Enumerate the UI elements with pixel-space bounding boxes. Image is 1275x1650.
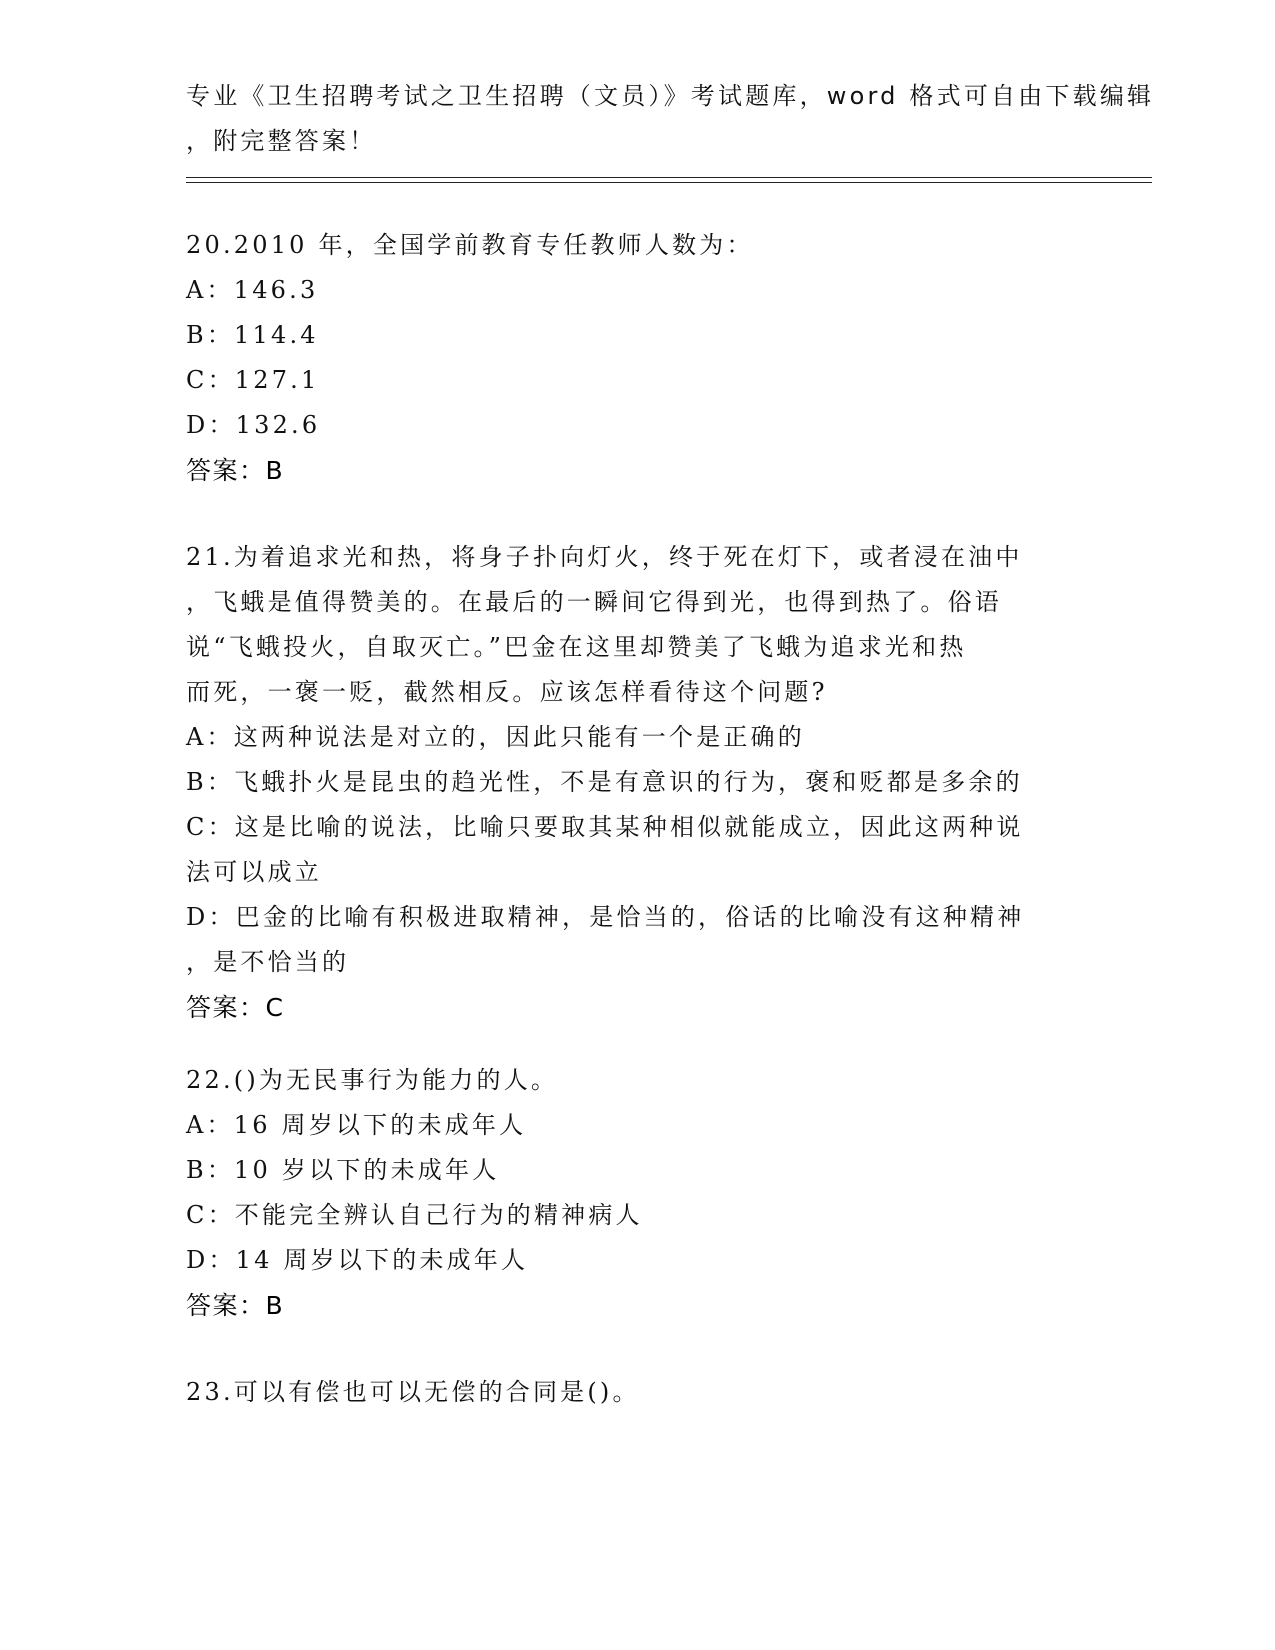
question-stem-line-2: ，飞蛾是值得赞美的。在最后的一瞬间它得到光，也得到热了。俗语: [186, 588, 1002, 616]
option-c: C：127.1: [186, 366, 320, 394]
option-c-line-1: C：这是比喻的说法，比喻只要取其某种相似就能成立，因此这两种说: [186, 813, 1024, 841]
option-a: A：16 周岁以下的未成年人: [186, 1111, 527, 1139]
answer-label: 答案：B: [186, 1291, 285, 1320]
option-c: C：不能完全辨认自己行为的精神病人: [186, 1201, 643, 1229]
option-b: B：飞蛾扑火是昆虫的趋光性，不是有意识的行为，褒和贬都是多余的: [186, 768, 1023, 796]
document-header: [186, 74, 1155, 164]
question-20: [186, 223, 1086, 493]
question-stem-line-4: 而死，一褒一贬，截然相反。应该怎样看待这个问题?: [186, 678, 828, 706]
option-a: A：146.3: [186, 276, 319, 304]
option-d-line-1: D：巴金的比喻有积极进取精神，是恰当的，俗话的比喻没有这种精神: [186, 903, 1025, 931]
option-b: B：10 岁以下的未成年人: [186, 1156, 500, 1184]
header-line-1: 专业《卫生招聘考试之卫生招聘（文员）》考试题库，word 格式可自由下载编辑: [186, 82, 1155, 110]
question-stem: 22.()为无民事行为能力的人。: [186, 1066, 559, 1094]
option-a: A：这两种说法是对立的，因此只能有一个是正确的: [186, 723, 805, 751]
header-line-2: ，附完整答案！: [186, 127, 377, 155]
header-divider-top: [186, 177, 1152, 178]
answer-label: 答案：B: [186, 456, 285, 485]
answer-label: 答案：C: [186, 993, 285, 1022]
question-stem-line-3: 说“飞蛾投火，自取灭亡。”巴金在这里却赞美了飞蛾为追求光和热: [186, 633, 967, 661]
question-stem-line-1: 21.为着追求光和热，将身子扑向灯火，终于死在灯下，或者浸在油中: [186, 543, 1023, 571]
option-d-line-2: ，是不恰当的: [186, 948, 350, 976]
option-b: B：114.4: [186, 321, 319, 349]
question-21: [186, 535, 1086, 1030]
header-divider-bottom: [186, 182, 1152, 183]
question-23: [186, 1370, 1086, 1415]
option-c-line-2: 法可以成立: [186, 858, 322, 886]
option-d: D：14 周岁以下的未成年人: [186, 1246, 529, 1274]
option-d: D：132.6: [186, 411, 321, 439]
question-stem: 23.可以有偿也可以无偿的合同是()。: [186, 1378, 640, 1406]
question-stem: 20.2010 年，全国学前教育专任教师人数为：: [186, 231, 754, 259]
question-22: [186, 1058, 1086, 1328]
